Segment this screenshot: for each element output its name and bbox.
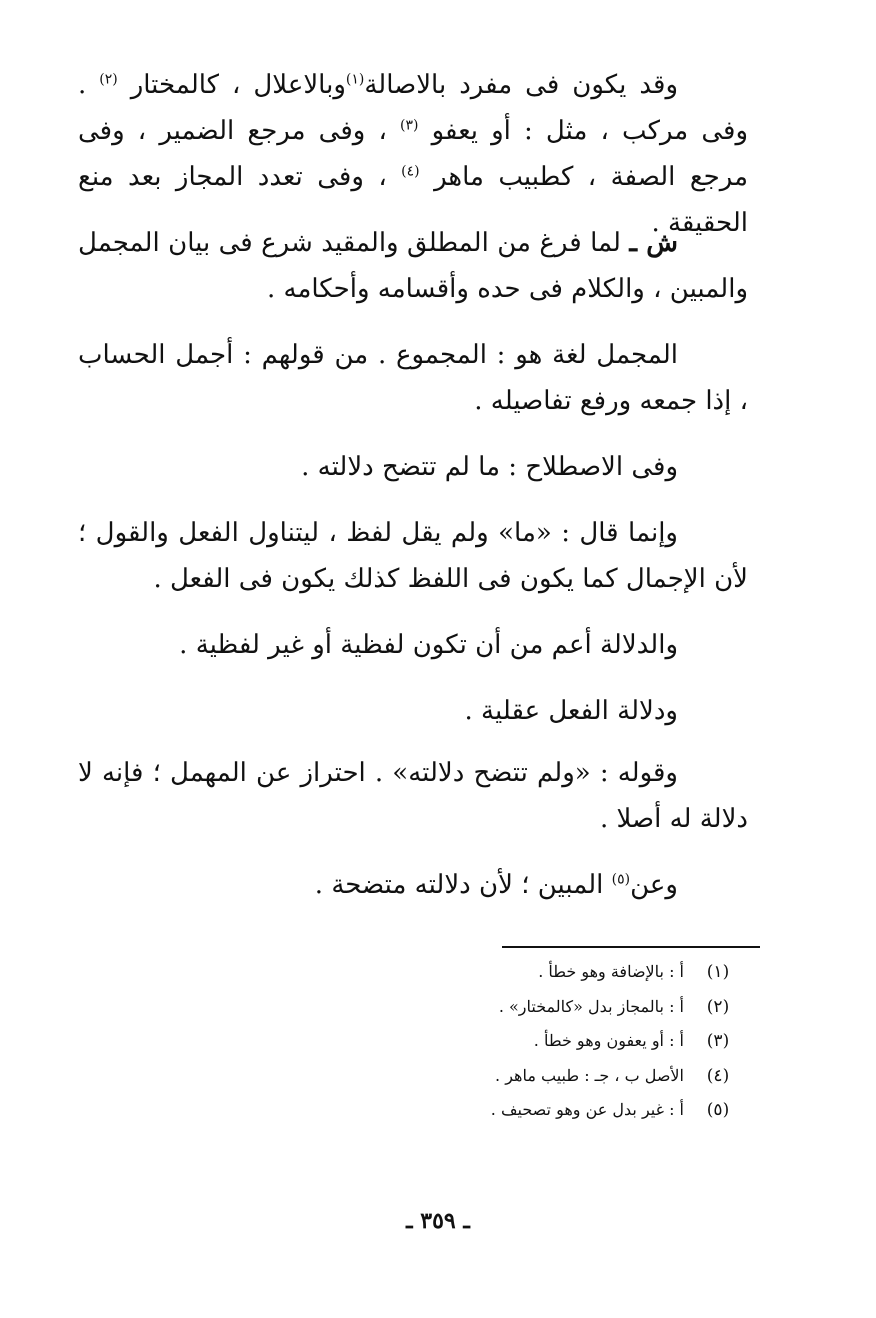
- footnote-number: (٤): [706, 1065, 730, 1086]
- footnote-text: أ : بالإضافة وهو خطأ .: [538, 962, 684, 981]
- footnote-number: (٥): [706, 1100, 730, 1120]
- commentary-marker: ش ـ: [629, 228, 678, 258]
- footnotes: [380, 962, 742, 1135]
- footnote-text: الأصل ب ، جـ : طبيب ماهر .: [495, 1065, 684, 1085]
- paragraph-9-part-b: المبين ؛ لأن دلالته متضحة .: [314, 870, 612, 900]
- paragraph-6-text: والدلالة أعم من أن تكون لفظية أو غير لفظية .: [179, 630, 678, 660]
- paragraph-1: [78, 62, 748, 246]
- footnote-text: أ : أو يعفون وهو خطأ .: [533, 1031, 684, 1050]
- paragraph-6: [78, 622, 748, 668]
- footnote-item: [380, 1066, 742, 1101]
- footnote-ref-3: (٣): [400, 117, 419, 134]
- footnote-number: (٢): [706, 996, 730, 1017]
- paragraph-1-part-c: .: [78, 70, 100, 100]
- footnote-item: [380, 1031, 742, 1066]
- footnote-item: [380, 962, 742, 997]
- paragraph-3: [78, 332, 748, 424]
- paragraph-1-part-d: وفى مركب ، مثل : أو يعفو: [431, 116, 749, 146]
- paragraph-9: [78, 862, 748, 908]
- footnote-text: أ : غير بدل عن وهو تصحيف .: [490, 1100, 684, 1119]
- paragraph-1-part-b: وبالاعلال ، كالمختار: [130, 70, 346, 100]
- paragraph-1-part-e: ، وفى مرجع الضمير ، وفى مرجع الصفة ، كطبيب ماهر: [78, 116, 748, 192]
- footnote-number: (٣): [706, 1031, 730, 1051]
- footnote-number: (١): [706, 962, 730, 982]
- paragraph-3-text: المجمل لغة هو : المجموع . من قولهم : أجمل الحساب ، إذا جمعه ورفع تفاصيله .: [78, 340, 748, 416]
- page-number: ـ ٣٥٩ ـ: [406, 1208, 470, 1234]
- paragraph-5: [78, 510, 748, 602]
- footnote-item: [380, 997, 742, 1032]
- footnote-ref-4: (٤): [401, 163, 420, 180]
- paragraph-2: [78, 220, 748, 312]
- paragraph-5-text: وإنما قال : «ما» ولم يقل لفظ ، ليتناول الفعل والقول ؛ لأن الإجمال كما يكون فى اللفظ كذلك يكون فى الفعل .: [78, 518, 748, 594]
- paragraph-8-text: وقوله : «ولم تتضح دلالته» . احتراز عن المهمل ؛ فإنه لا دلالة له أصلا .: [78, 758, 748, 834]
- paragraph-2-text: لما فرغ من المطلق والمقيد شرع فى بيان المجمل والمبين ، والكلام فى حده وأقسامه وأحكامه .: [78, 228, 748, 304]
- paragraph-8: [78, 750, 748, 842]
- paragraph-1-part-f: ، وفى تعدد المجاز بعد منع الحقيقة .: [78, 162, 748, 238]
- footnote-divider: [502, 946, 760, 948]
- paragraph-7: [78, 688, 748, 734]
- paragraph-1-part-a: وقد يكون فى مفرد بالاصالة: [364, 70, 678, 100]
- paragraph-9-part-a: وعن: [630, 870, 678, 900]
- footnote-text: أ : بالمجاز بدل «كالمختار» .: [498, 996, 684, 1016]
- paragraph-4-text: وفى الاصطلاح : ما لم تتضح دلالته .: [301, 452, 678, 482]
- footnote-ref-1: (١): [345, 71, 365, 88]
- footnote-item: [380, 1100, 742, 1135]
- paragraph-4: [78, 444, 748, 490]
- footnote-ref-5: (٥): [611, 871, 631, 888]
- paragraph-7-text: ودلالة الفعل عقلية .: [464, 696, 678, 726]
- footnote-ref-2: (٢): [99, 71, 118, 88]
